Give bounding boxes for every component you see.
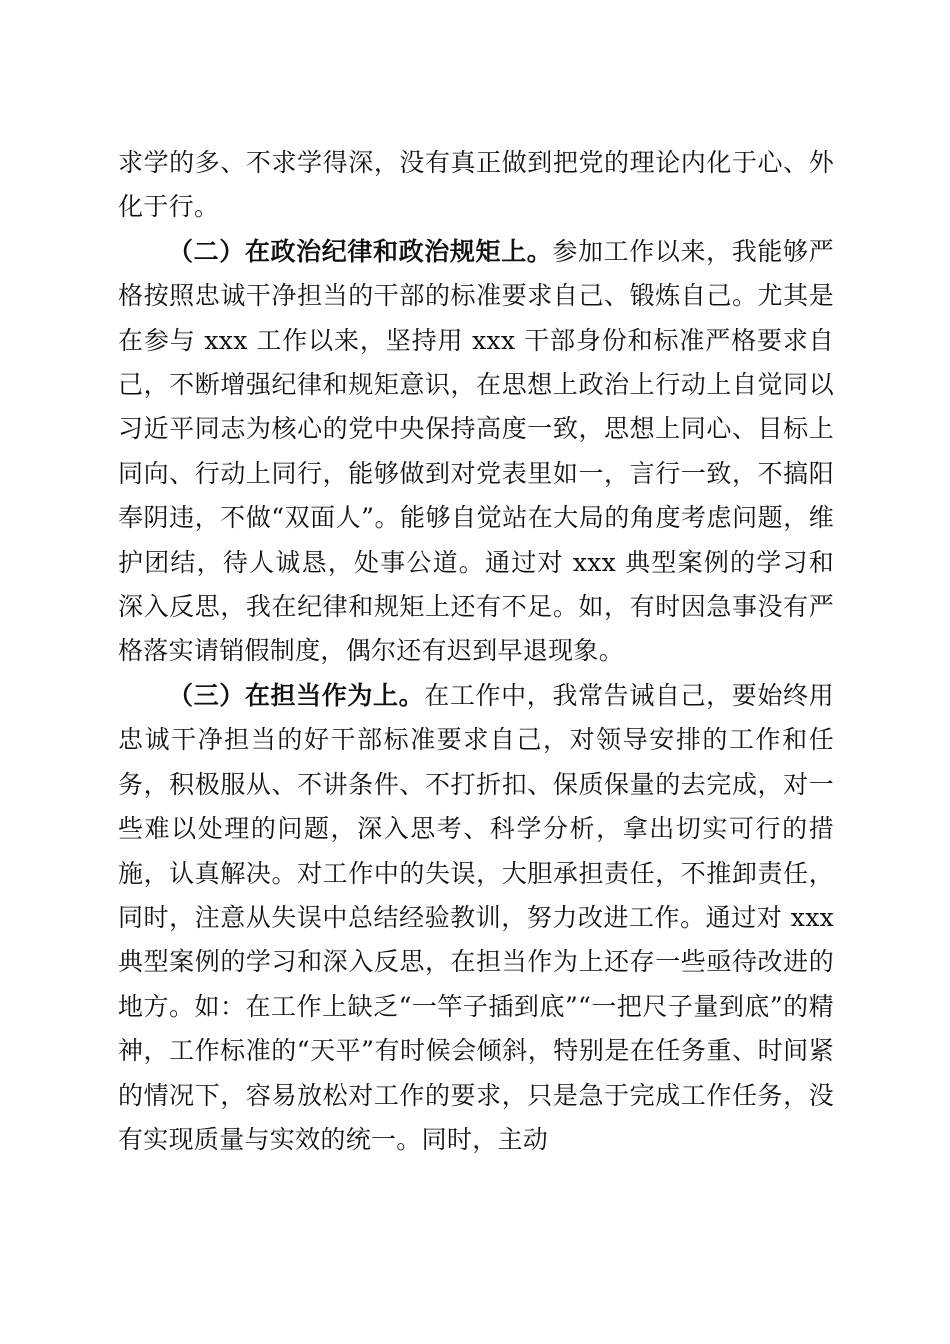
paragraph-heading: （二）在政治纪律和政治规矩上。 (168, 236, 553, 266)
paragraph-responsibility (118, 674, 834, 1162)
paragraph-political-discipline (118, 230, 834, 674)
paragraph-heading: （三）在担当作为上。 (168, 680, 425, 710)
paragraph-text: 求学的多、不求学得深，没有真正做到把党的理论内化于心、外化于行。 (118, 148, 834, 222)
paragraph-text: 参加工作以来，我能够严格按照忠诚干净担当的干部的标准要求自己、锻炼自己。尤其是在参与 xxx 工作以来，坚持用 xxx 干部身份和标准严格要求自己，不断增强纪律和规矩意识，在思想上政治上行动上自觉同以习近平同志为核心的党中央保持高度一致，思想上同心、目标上同向、行动上同行，能够做到对党表里如一，言行一致，不搞阳奉阴违，不做“双面人”。能够自觉站在大局的角度考虑问题，维护团结，待人诚恳，处事公道。通过对 xxx 典型案例的学习和深入反思，我在纪律和规矩上还有不足。如，有时因急事没有严格落实请销假制度，偶尔还有迟到早退现象。 (118, 236, 834, 666)
paragraph-continuation (118, 141, 834, 230)
document-body (118, 141, 834, 1162)
paragraph-text: 在工作中，我常告诫自己，要始终用忠诚干净担当的好干部标准要求自己，对领导安排的工作和任务，积极服从、不讲条件、不打折扣、保质保量的去完成，对一些难以处理的问题，深入思考、科学分析，拿出切实可行的措施，认真解决。对工作中的失误，大胆承担责任，不推卸责任，同时，注意从失误中总结经验教训，努力改进工作。通过对 xxx 典型案例的学习和深入反思，在担当作为上还存一些亟待改进的地方。如：在工作上缺乏“一竿子插到底”“一把尺子量到底”的精神，工作标准的“天平”有时候会倾斜，特别是在任务重、时间紧的情况下，容易放松对工作的要求，只是急于完成工作任务，没有实现质量与实效的统一。同时，主动 (118, 680, 834, 1154)
